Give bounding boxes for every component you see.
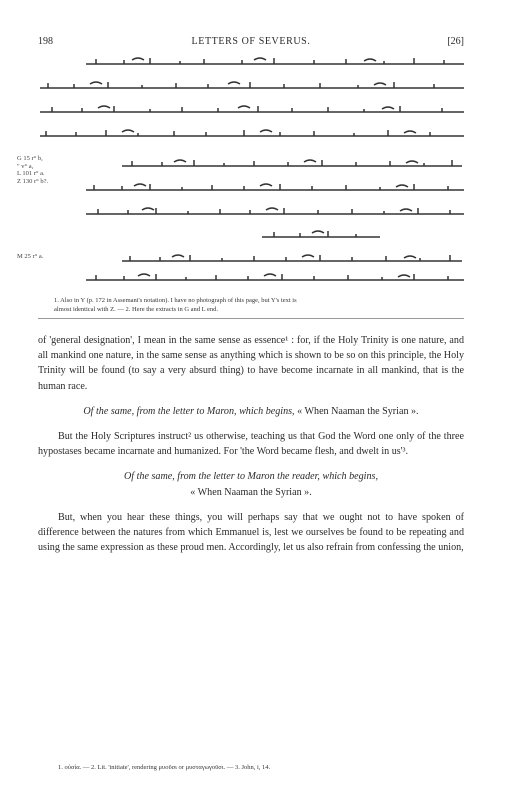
page-number: 198 xyxy=(38,36,53,47)
margin-note-line: Z 130 r° b?. xyxy=(17,177,49,185)
syriac-line xyxy=(38,80,464,92)
syriac-line xyxy=(260,229,380,241)
syriac-footnotes xyxy=(54,296,462,314)
heading-incipit: « When Naaman the Syrian ». xyxy=(294,405,419,417)
paragraph: of 'general designation', I mean in the same sense as essence¹ : for, if the Holy Trinity is one nature, and all mankind one nature, in the same sense as anything which is shown to be so on this principle, the Holy Trinity will be found (to say a very absurd thing) to have become incarnate in all mankind, that is the human race. xyxy=(38,335,464,392)
heading-italic: Of the same, from the letter to Maron, which begins, xyxy=(83,405,295,417)
syriac-line xyxy=(84,56,464,68)
syriac-line xyxy=(84,272,464,284)
margin-note-line: G 15 r° b, xyxy=(17,155,43,162)
syriac-footnote-line: 1. Also in Y (p. 172 in Assemani's notation). I have no photograph of this page, but Y's text is xyxy=(54,297,297,304)
syriac-line xyxy=(84,182,464,194)
margin-note xyxy=(17,253,57,261)
heading-italic: Of the same, from the letter to Maron the reader, which begins, xyxy=(124,471,378,483)
divider xyxy=(38,318,464,319)
margin-note xyxy=(17,155,57,185)
extract-heading xyxy=(72,404,430,419)
syriac-line xyxy=(38,128,464,140)
syriac-line xyxy=(120,253,462,265)
syriac-line xyxy=(84,206,464,218)
translation-text xyxy=(38,333,464,555)
margin-note-line: " v° a, xyxy=(17,162,34,170)
section-number: [26] xyxy=(447,36,464,47)
paragraph: But the Holy Scriptures instruct² us otherwise, teaching us that God the Word one only of the three hypostases became incarnate and humanized. For 'the Word became flesh, and dwelt in us'³. xyxy=(38,431,464,458)
margin-note-line: L 101 r° a. xyxy=(17,170,45,177)
paragraph: But, when you hear these things, you will perhaps say that we ought not to have spoken of difference between the natures from which Emmanuel is, lest we ourselves be found to be repeating and using the same expression as these proud men. Accordingly, let us also refrain from confessing the union, xyxy=(38,511,464,554)
syriac-footnote-line: almost identical with Z. — 2. Here the extracts in G and L end. xyxy=(54,306,219,313)
extract-heading xyxy=(72,469,430,499)
margin-note-line: M 25 r° a. xyxy=(17,253,44,260)
translation-footnotes: 1. οὐσία. — 2. Lit. 'initiate', rendering μυοῦσι or μυσταγωγοῦσι. — 3. John, i, 14. xyxy=(58,764,271,771)
syriac-line xyxy=(120,158,462,170)
heading-incipit: « When Naaman the Syrian ». xyxy=(190,486,312,498)
page-header xyxy=(38,36,464,50)
syriac-line xyxy=(38,104,464,116)
running-title: LETTERS OF SEVERUS. xyxy=(191,36,311,47)
